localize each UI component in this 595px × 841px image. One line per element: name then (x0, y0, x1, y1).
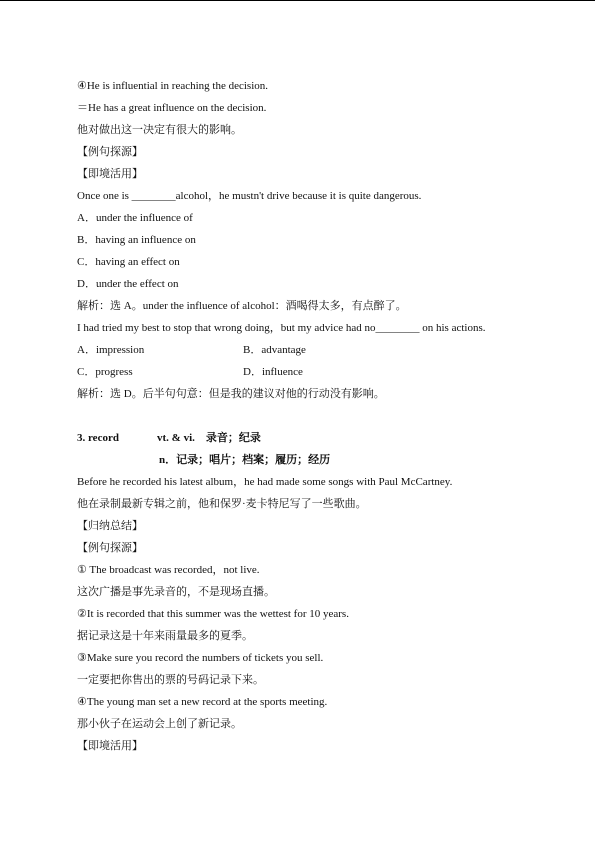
answer-option: D．under the effect on (77, 278, 179, 290)
page-top-border (0, 0, 595, 1)
translation: 一定要把你售出的票的号码记录下来。 (77, 674, 264, 686)
example-sentence: ④He is influential in reaching the decision. (77, 80, 269, 92)
answer-explanation: 解析：选 D。后半句句意：但是我的建议对他的行动没有影响。 (77, 388, 385, 400)
translation: 据记录这是十年来雨量最多的夏季。 (77, 630, 253, 642)
answer-option: D．influence (243, 366, 303, 378)
section-heading: 【即境活用】 (77, 740, 143, 752)
translation: 他在录制最新专辑之前，他和保罗·麦卡特尼写了一些歌曲。 (77, 498, 367, 510)
answer-option: C．having an effect on (77, 256, 180, 268)
example-sentence: ②It is recorded that this summer was the wettest for 10 years. (77, 608, 349, 620)
section-heading: 【例句探源】 (77, 146, 143, 158)
question-text: Once one is ________alcohol，he mustn't drive because it is quite dangerous. (77, 190, 422, 202)
example-sentence: ④The young man set a new record at the sports meeting. (77, 696, 328, 708)
question-text: I had tried my best to stop that wrong doing，but my advice had no________ on his actions. (77, 322, 486, 334)
answer-option: C．progress (77, 366, 133, 378)
translation: 那小伙子在运动会上创了新记录。 (77, 718, 242, 730)
example-sentence: ③Make sure you record the numbers of tickets you sell. (77, 652, 324, 664)
answer-explanation: 解析：选 A。under the influence of alcohol：酒喝得太多，有点醉了。 (77, 300, 407, 312)
section-heading: 【归纳总结】 (77, 520, 143, 532)
section-heading: 【例句探源】 (77, 542, 143, 554)
example-sentence: ① The broadcast was recorded，not live. (77, 564, 260, 576)
translation: 这次广播是事先录音的，不是现场直播。 (77, 586, 275, 598)
part-of-speech: vt. & vi. 录音；纪录 (157, 432, 261, 444)
answer-option: B．having an influence on (77, 234, 196, 246)
answer-option: B．advantage (243, 344, 306, 356)
vocab-heading: 3. record (77, 432, 119, 444)
part-of-speech: n．记录；唱片；档案；履历；经历 (159, 454, 331, 466)
example-sentence: Before he recorded his latest album，he had made some songs with Paul McCartney. (77, 476, 453, 488)
answer-option: A．impression (77, 344, 145, 356)
translation: 他对做出这一决定有很大的影响。 (77, 124, 242, 136)
section-heading: 【即境活用】 (77, 168, 143, 180)
example-sentence: ＝He has a great influence on the decision. (77, 102, 267, 114)
answer-option: A．under the influence of (77, 212, 193, 224)
